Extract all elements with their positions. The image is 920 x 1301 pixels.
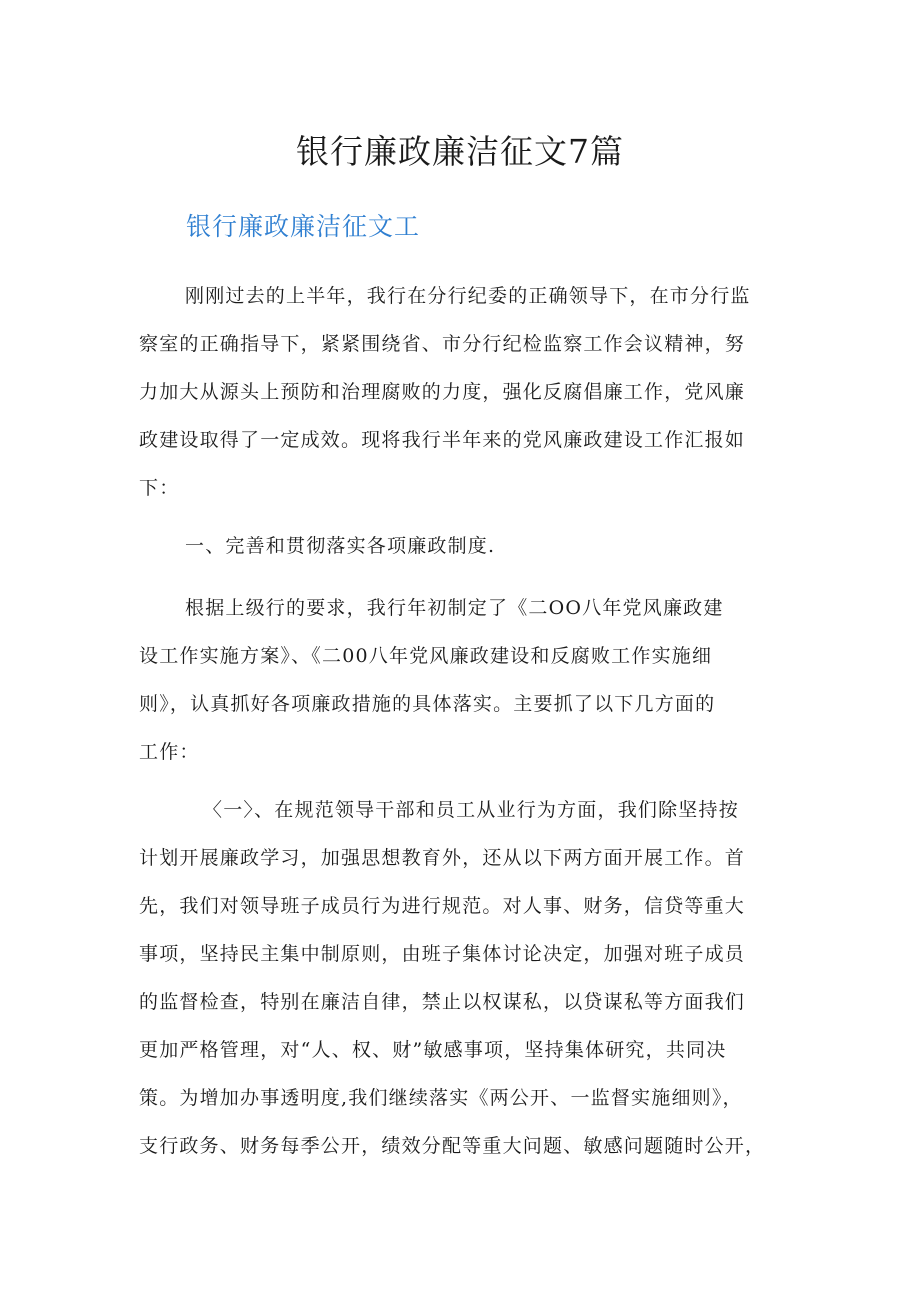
text-line: 的监督检查，特别在廉洁自律，禁止以权谋私，以贷谋私等方面我们 — [139, 991, 746, 1013]
text-line: 先，我们对领导班子成员行为进行规范。对人事、财务，信贷等重大 — [139, 895, 746, 917]
paragraph-requirements — [139, 584, 787, 776]
text-line: 察室的正确指导下，紧紧围绕省、市分行纪检监察工作会议精神，努 — [139, 333, 746, 355]
document-title: 银行廉政廉洁征文7篇 — [296, 132, 624, 171]
paragraph-conduct — [139, 786, 787, 1170]
text-line: 更加严格管理，对“人、权、财”敏感事项，坚持集体研究，共同决 — [139, 1039, 727, 1061]
text-line: 〈一〉、在规范领导干部和员工从业行为方面，我们除坚持按 — [203, 799, 739, 821]
heading-section-1 — [139, 522, 787, 570]
text-line: 事项，坚持民主集中制原则，由班子集体讨论决定，加强对班子成员 — [139, 943, 746, 965]
text-line: 根据上级行的要求，我行年初制定了《二OO八年党风廉政建 — [185, 597, 724, 619]
text-line: 则》，认真抓好各项廉政措施的具体落实。主要抓了以下几方面的 — [139, 693, 716, 715]
text-line: 下： — [139, 477, 180, 499]
text-line: 工作： — [139, 741, 200, 763]
text-line: 设工作实施方案》、《二00八年党风廉政建设和反腐败工作实施细 — [139, 645, 713, 667]
section-heading: 一、完善和贯彻落实各项廉政制度. — [185, 535, 496, 557]
text-line: 政建设取得了一定成效。现将我行半年来的党风廉政建设工作汇报如 — [139, 429, 746, 451]
text-line: 计划开展廉政学习，加强思想教育外，还从以下两方面开展工作。首 — [139, 847, 746, 869]
text-line: 支行政务、财务每季公开，绩效分配等重大问题、敏感问题随时公开， — [139, 1135, 766, 1157]
text-line: 力加大从源头上预防和治理腐败的力度，强化反腐倡廉工作，党风廉 — [139, 381, 746, 403]
text-line: 策。为增加办事透明度,我们继续落实《两公开、一监督实施细则》， — [139, 1087, 743, 1109]
section-subtitle: 银行廉政廉洁征文工 — [186, 212, 421, 241]
text-line: 刚刚过去的上半年，我行在分行纪委的正确领导下，在市分行监 — [185, 285, 751, 307]
paragraph-intro — [139, 272, 787, 512]
